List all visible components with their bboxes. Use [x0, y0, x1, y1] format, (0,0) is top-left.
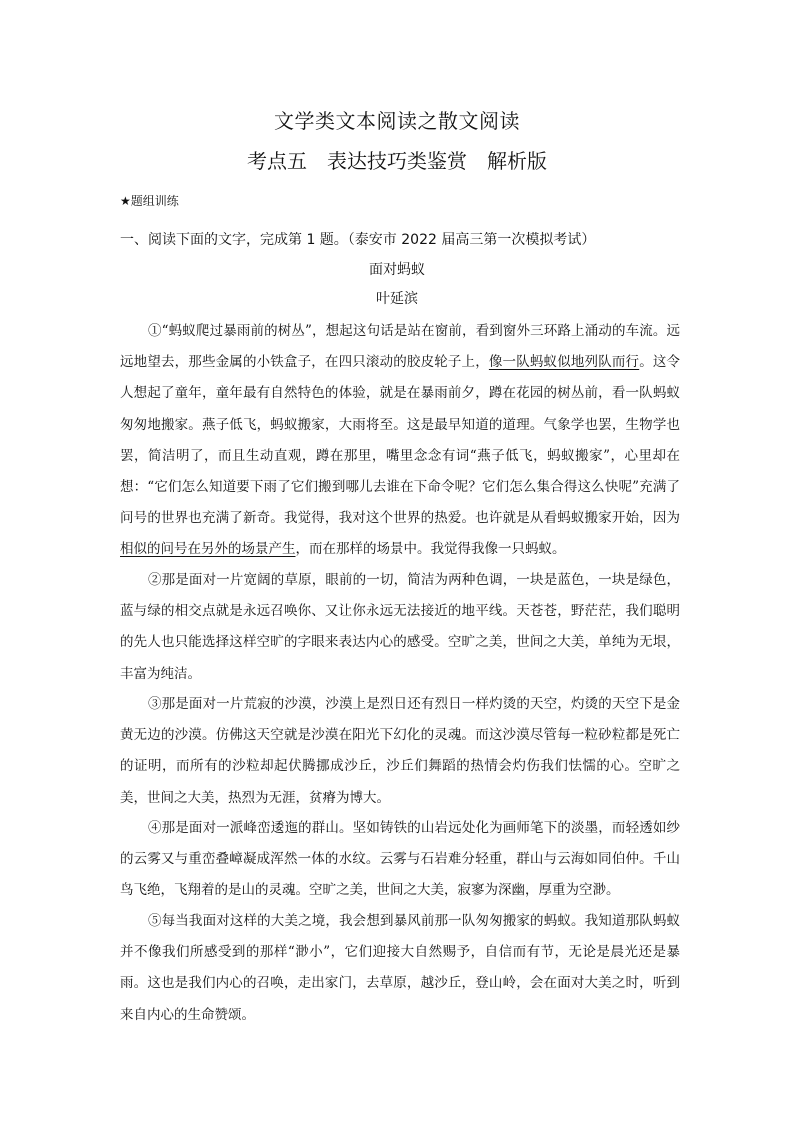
paragraph-2: ②那是面对一片宽阔的草原，眼前的一切，简洁为两种色调，一块是蓝色，一块是绿色，蓝与绿的相交点就是永远召唤你、又让你永远无法接近的地平线。天苍苍，野茫茫，我们聪明的先人也只能选择这样空旷的字眼来表达内心的感受。空旷之美，世间之大美，单纯为无垠，丰富为纯洁。	[120, 572, 680, 682]
subtitle-part-version: 解析版	[487, 149, 547, 173]
section-label: ★题组训练	[120, 194, 179, 208]
document-subtitle	[0, 145, 794, 174]
paragraph-5: ⑤每当我面对这样的大美之境，我会想到暴风前那一队匆匆搬家的蚂蚁。我知道那队蚂蚁并不像我们所感受到的那样“渺小”，它们迎接大自然赐予，自信而有节，无论是晨光还是暴雨。这也是我们内心的召唤，走出家门，去草原，越沙丘，登山岭，会在面对大美之时，听到来自内心的生命赞颂。	[120, 913, 680, 1023]
paragraph-4: ④那是面对一派峰峦逶迤的群山。坚如铸铁的山岩远处化为画师笔下的淡墨，而轻透如纱的云雾又与重峦叠嶂凝成浑然一体的水纹。云雾与石岩难分轻重，群山与云海如同伯仲。千山鸟飞绝，飞翔着的是山的灵魂。空旷之美，世间之大美，寂寥为深幽，厚重为空渺。	[120, 820, 680, 899]
document-title: 文学类文本阅读之散文阅读	[274, 109, 520, 133]
paragraph-1-text-c: ，而在那样的场景中。我觉得我像一只蚂蚁。	[295, 541, 566, 558]
paragraph-3: ③那是面对一片荒寂的沙漠，沙漠上是烈日还有烈日一样灼烫的天空，灼烫的天空下是金黄无边的沙漠。仿佛这天空就是沙漠在阳光下幻化的灵魂。而这沙漠尽管每一粒砂粒都是死亡的证明，而所有的沙粒却起伏腾挪成沙丘，沙丘们舞蹈的热情会灼伤我们怯懦的心。空旷之美，世间之大美，热烈为无涯，贫瘠为博大。	[120, 696, 680, 806]
underlined-phrase-1: 像一队蚂蚁似地列队而行	[488, 354, 640, 371]
paragraph-1-text-b: 。这令人想起了童年，童年最有自然特色的体验，就是在暴雨前夕，蹲在花园的树丛前，看一队蚂蚁匆匆地搬家。燕子低飞，蚂蚁搬家，大雨将至。这是最早知道的道理。气象学也罢，生物学也罢，简洁明了，而且生动直观，蹲在那里，嘴里念念有词“燕子低飞，蚂蚁搬家”，心里却在想：“它们怎么知道要下雨了它们搬到哪儿去谁在下命令呢？它们怎么集合得这么快呢”充满了问号的世界也充满了新奇。我觉得，我对这个世界的热爱。也许就是从看蚂蚁搬家开始，因为	[120, 354, 681, 527]
paragraph-1	[120, 316, 680, 566]
paragraph-1-text-a: ①“蚂蚁爬过暴雨前的树丛”，想起这句话是站在窗前，看到窗外三环路上涌动的车流。远远地望去，那些金属的小铁盒子，在四只滚动的胶皮轮子上，	[120, 323, 680, 371]
underlined-phrase-2: 相似的问号在另外的场景产生	[120, 541, 296, 558]
passage-author: 叶延滨	[376, 291, 418, 307]
subtitle-part-skill: 表达技巧类鉴赏	[327, 149, 467, 173]
subtitle-part-topic: 考点五	[247, 149, 307, 173]
question-intro: 一、阅读下面的文字，完成第 1 题。（泰安市 2022 届高三第一次模拟考试）	[120, 232, 596, 248]
passage-title: 面对蚂蚁	[369, 262, 425, 278]
